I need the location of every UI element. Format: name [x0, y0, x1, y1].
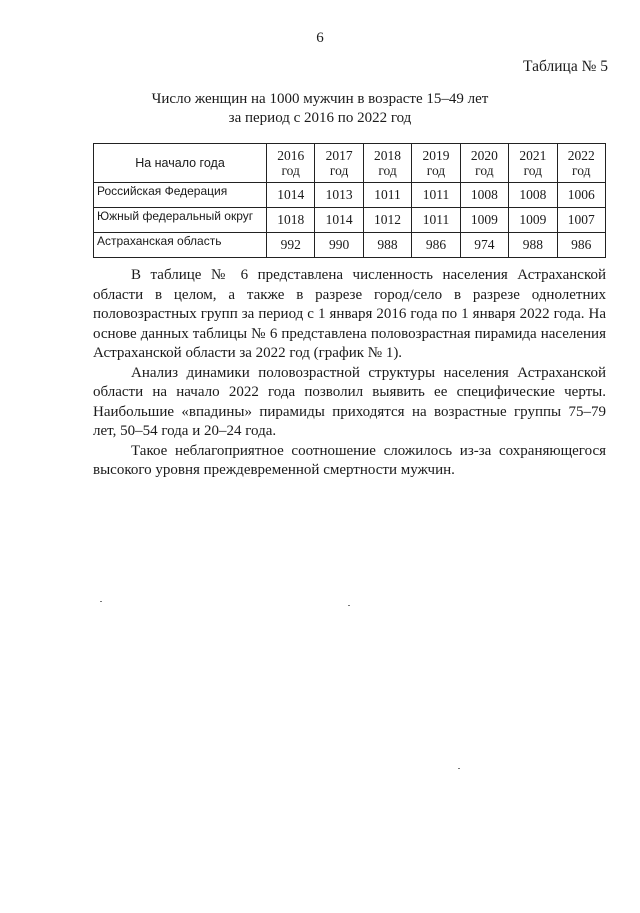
- year-unit: год: [426, 163, 446, 178]
- region-cell: Астраханская область: [94, 233, 267, 258]
- value-cell: 1014: [267, 183, 315, 208]
- region-cell: Российская Федерация: [94, 183, 267, 208]
- paragraph: В таблице № 6 представлена численность населения Астраханской области в целом, а также в разрезе город/село в разрезе однолетних половозрастных групп за период с 1 января 2016 года по 1 января 2022 года. На основе данных таблицы № 6 представлена половозрастная пирамида населения Астраханской области за 2022 год (график № 1).: [93, 267, 606, 361]
- value-cell: 1008: [460, 183, 508, 208]
- value-cell: 990: [315, 233, 363, 258]
- table-row: [94, 233, 606, 258]
- header-cell-year: [267, 144, 315, 183]
- value-cell: 1011: [412, 208, 460, 233]
- table-title-line-2: за период с 2016 по 2022 год: [228, 110, 412, 126]
- value-cell: 1014: [315, 208, 363, 233]
- value-cell: 992: [267, 233, 315, 258]
- value-cell: 988: [363, 233, 411, 258]
- ratio-table: [93, 143, 606, 258]
- header-cell-year: [363, 144, 411, 183]
- year-label: 2016: [277, 148, 305, 163]
- page-number: 6: [316, 30, 324, 46]
- scan-speck: [348, 605, 350, 606]
- value-cell: 974: [460, 233, 508, 258]
- table-number-label: Таблица № 5: [523, 58, 608, 75]
- header-cell-year: [557, 144, 605, 183]
- header-cell-year: [509, 144, 557, 183]
- year-label: 2022: [567, 148, 595, 163]
- year-unit: год: [281, 163, 300, 178]
- year-unit: год: [572, 163, 591, 178]
- value-cell: 1011: [412, 183, 460, 208]
- year-label: 2017: [325, 148, 353, 163]
- value-cell: 1011: [363, 183, 411, 208]
- body-text: [93, 266, 606, 481]
- value-cell: 1008: [509, 183, 557, 208]
- year-unit: год: [523, 163, 543, 178]
- scan-speck: [100, 601, 102, 602]
- table-row: [94, 183, 606, 208]
- value-cell: 986: [557, 233, 605, 258]
- value-cell: 1007: [557, 208, 605, 233]
- table-header-row: [94, 144, 606, 183]
- region-cell: Южный федеральный округ: [94, 208, 267, 233]
- value-cell: 1013: [315, 183, 363, 208]
- scan-speck: [458, 768, 460, 769]
- year-label: 2018: [374, 148, 402, 163]
- paragraph: Анализ динамики половозрастной структуры населения Астраханской области на начало 2022 года позволил выявить ее специфические черты. Наибольшие «впадины» пирамиды приходятся на возрастные группы 75–79 лет, 50–54 года и 20–24 года.: [93, 364, 606, 439]
- value-cell: 986: [412, 233, 460, 258]
- value-cell: 1009: [460, 208, 508, 233]
- header-cell-period: На начало года: [94, 144, 267, 183]
- paragraph: Такое неблагоприятное соотношение сложилось из-за сохраняющегося высокого уровня преждевременной смертности мужчин.: [93, 442, 606, 478]
- header-cell-year: [315, 144, 363, 183]
- value-cell: 1012: [363, 208, 411, 233]
- header-cell-year: [460, 144, 508, 183]
- table-row: [94, 208, 606, 233]
- year-label: 2021: [519, 148, 547, 163]
- table-title: [0, 90, 640, 128]
- year-unit: год: [378, 163, 397, 178]
- value-cell: 988: [509, 233, 557, 258]
- year-label: 2019: [422, 148, 450, 163]
- table-title-line-1: Число женщин на 1000 мужчин в возрасте 15–49 лет: [151, 91, 489, 107]
- value-cell: 1006: [557, 183, 605, 208]
- header-cell-year: [412, 144, 460, 183]
- value-cell: 1018: [267, 208, 315, 233]
- value-cell: 1009: [509, 208, 557, 233]
- year-label: 2020: [470, 148, 498, 163]
- year-unit: год: [475, 163, 494, 178]
- year-unit: год: [329, 163, 349, 178]
